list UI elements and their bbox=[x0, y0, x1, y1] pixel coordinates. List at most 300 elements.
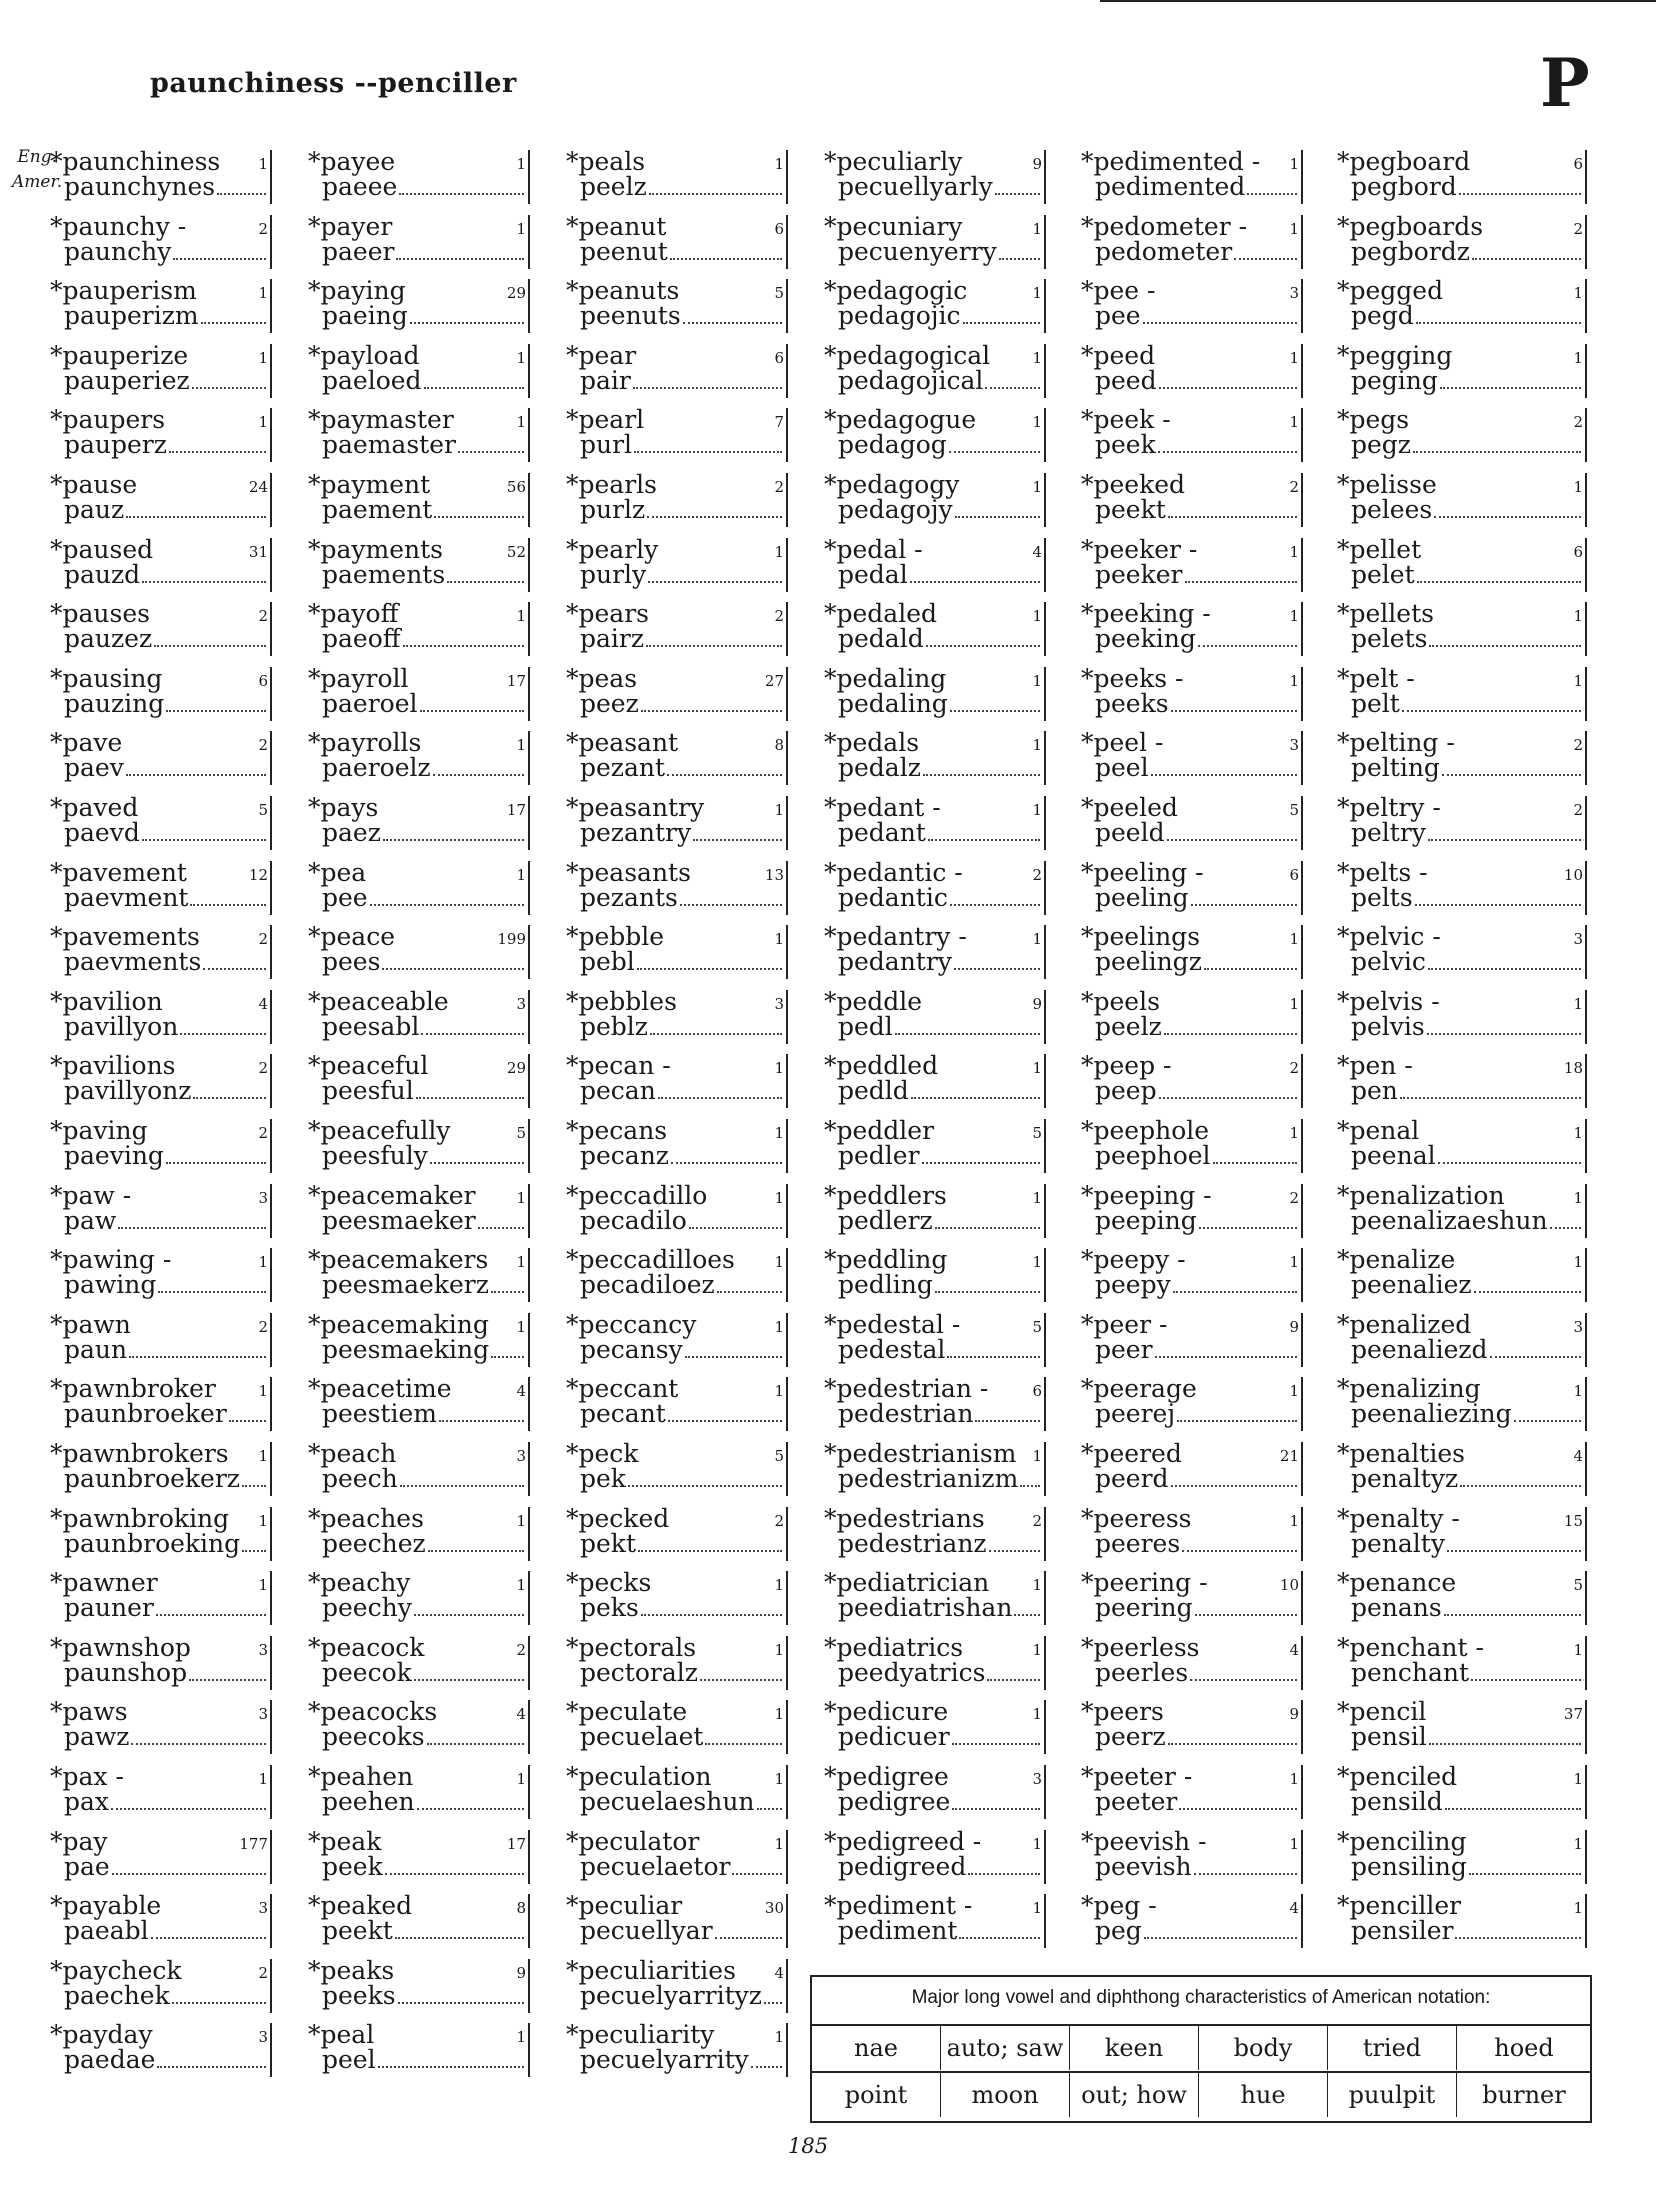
dot-leader bbox=[439, 1420, 524, 1422]
entry-row bbox=[544, 1569, 806, 1633]
entry-spelling: pax bbox=[64, 1787, 110, 1816]
entry-word: *peerage bbox=[1081, 1374, 1197, 1403]
frequency-count: 1 bbox=[1289, 1382, 1299, 1400]
entry-word: *peasants bbox=[566, 858, 691, 887]
entry-row bbox=[544, 1311, 806, 1375]
column-divider bbox=[786, 861, 788, 915]
dot-leader bbox=[190, 904, 266, 906]
dot-leader bbox=[764, 2002, 782, 2004]
entry-word: *peephole bbox=[1081, 1116, 1210, 1145]
column-divider bbox=[528, 344, 530, 398]
dot-leader bbox=[157, 2066, 266, 2068]
dot-leader bbox=[667, 774, 782, 776]
vowel-example: puulpit bbox=[1328, 2073, 1457, 2117]
dot-leader bbox=[952, 1808, 1040, 1810]
entry-spelling: paements bbox=[322, 560, 446, 589]
entry-spelling: pelets bbox=[1351, 624, 1428, 653]
entry-spelling: pedestrianizm bbox=[838, 1464, 1019, 1493]
dot-leader bbox=[689, 1227, 782, 1229]
frequency-count: 5 bbox=[774, 284, 784, 302]
column-divider bbox=[786, 1248, 788, 1302]
frequency-count: 1 bbox=[774, 1705, 784, 1723]
column-divider bbox=[528, 602, 530, 656]
entry-spelling: peelz bbox=[1095, 1012, 1162, 1041]
entry-spelling: pedler bbox=[838, 1141, 920, 1170]
frequency-count: 1 bbox=[774, 1835, 784, 1853]
entry-spelling: peestiem bbox=[322, 1399, 437, 1428]
column-divider bbox=[786, 1313, 788, 1367]
dot-leader bbox=[1400, 1097, 1581, 1099]
entry-word: *peaked bbox=[308, 1891, 413, 1920]
entry-word: *pelts - bbox=[1337, 858, 1428, 887]
entry-row bbox=[802, 600, 1064, 664]
frequency-count: 2 bbox=[258, 220, 268, 238]
column-divider bbox=[270, 1507, 272, 1561]
frequency-count: 1 bbox=[1289, 1770, 1299, 1788]
entry-spelling: peg bbox=[1095, 1916, 1142, 1945]
entry-word: *peered bbox=[1081, 1439, 1182, 1468]
frequency-count: 1 bbox=[774, 801, 784, 819]
dot-leader bbox=[229, 1420, 266, 1422]
entry-word: *payrolls bbox=[308, 728, 422, 757]
entry-word: *pecked bbox=[566, 1504, 670, 1533]
entry-word: *pausing bbox=[50, 664, 163, 693]
frequency-count: 1 bbox=[1573, 1899, 1583, 1917]
entry-word: *pediatrician bbox=[824, 1568, 990, 1597]
entry-spelling: peblz bbox=[580, 1012, 648, 1041]
entry-spelling: paeabl bbox=[64, 1916, 149, 1945]
column-divider bbox=[528, 1377, 530, 1431]
dot-leader bbox=[1167, 839, 1297, 841]
entry-row bbox=[544, 1698, 806, 1762]
frequency-count: 24 bbox=[248, 478, 268, 496]
entry-spelling: pelet bbox=[1351, 560, 1415, 589]
entry-row bbox=[286, 665, 548, 729]
column-divider bbox=[528, 731, 530, 785]
entry-spelling: peesfuly bbox=[322, 1141, 428, 1170]
frequency-count: 1 bbox=[1573, 478, 1583, 496]
frequency-count: 1 bbox=[1032, 1641, 1042, 1659]
column-divider bbox=[1585, 538, 1587, 592]
entry-spelling: pedalz bbox=[838, 753, 921, 782]
column-divider bbox=[1044, 990, 1046, 1044]
entry-word: *peeked bbox=[1081, 470, 1186, 499]
column-divider bbox=[1301, 1507, 1303, 1561]
entry-word: *paused bbox=[50, 535, 154, 564]
column-divider bbox=[1044, 473, 1046, 527]
entry-row bbox=[1059, 1375, 1321, 1439]
entry-row bbox=[544, 1634, 806, 1698]
page-number: 185 bbox=[788, 2134, 829, 2158]
entry-word: *pediatrics bbox=[824, 1633, 964, 1662]
dot-leader bbox=[715, 1937, 782, 1939]
dot-leader bbox=[1472, 258, 1581, 260]
entry-row bbox=[1315, 471, 1605, 535]
frequency-count: 1 bbox=[516, 349, 526, 367]
dot-leader bbox=[242, 1550, 266, 1552]
column-divider bbox=[270, 1571, 272, 1625]
entry-spelling: pedestal bbox=[838, 1335, 946, 1364]
dot-leader bbox=[683, 322, 782, 324]
column-divider bbox=[1585, 1313, 1587, 1367]
frequency-count: 1 bbox=[1032, 1705, 1042, 1723]
column-divider bbox=[1044, 1700, 1046, 1754]
entry-spelling: pegz bbox=[1351, 430, 1411, 459]
vowel-example: auto; saw bbox=[941, 2026, 1070, 2070]
frequency-count: 2 bbox=[774, 478, 784, 496]
entry-spelling: pavillyonz bbox=[64, 1076, 192, 1105]
entry-row bbox=[1059, 471, 1321, 535]
frequency-count: 10 bbox=[1279, 1576, 1299, 1594]
column-divider bbox=[1301, 990, 1303, 1044]
page-title: paunchiness --penciller bbox=[150, 68, 517, 99]
entry-word: *pauperism bbox=[50, 276, 197, 305]
frequency-count: 6 bbox=[258, 672, 268, 690]
dot-leader bbox=[1429, 645, 1581, 647]
column-divider bbox=[1044, 1377, 1046, 1431]
entry-row bbox=[286, 213, 548, 277]
dot-leader bbox=[1020, 1485, 1040, 1487]
column-divider bbox=[786, 1184, 788, 1238]
entry-spelling: pensiler bbox=[1351, 1916, 1454, 1945]
entry-row bbox=[1315, 1698, 1605, 1762]
dot-leader bbox=[142, 581, 266, 583]
column-divider bbox=[270, 1636, 272, 1690]
entry-word: *pedestrianism bbox=[824, 1439, 1017, 1468]
column-divider bbox=[270, 2023, 272, 2077]
frequency-count: 1 bbox=[1289, 1835, 1299, 1853]
column-divider bbox=[528, 1636, 530, 1690]
entry-spelling: pee bbox=[1095, 301, 1141, 330]
dot-leader bbox=[641, 1614, 782, 1616]
column-divider bbox=[1585, 1442, 1587, 1496]
column-divider bbox=[786, 1054, 788, 1108]
column-divider bbox=[270, 1442, 272, 1496]
entry-spelling: pelting bbox=[1351, 753, 1440, 782]
entry-row bbox=[802, 536, 1064, 600]
entry-word: *peeter - bbox=[1081, 1762, 1193, 1791]
column-divider bbox=[1301, 279, 1303, 333]
entry-word: *pelting - bbox=[1337, 728, 1455, 757]
entry-row bbox=[1059, 148, 1321, 212]
column-divider bbox=[270, 990, 272, 1044]
column-divider bbox=[528, 1830, 530, 1884]
column-divider bbox=[1301, 1894, 1303, 1948]
entry-spelling: pelees bbox=[1351, 495, 1433, 524]
frequency-count: 17 bbox=[506, 801, 526, 819]
dot-leader bbox=[1171, 710, 1297, 712]
frequency-count: 27 bbox=[764, 672, 784, 690]
entry-spelling: pensil bbox=[1351, 1722, 1427, 1751]
entry-spelling: peesmaeking bbox=[322, 1335, 490, 1364]
dot-leader bbox=[1204, 968, 1297, 970]
entry-row bbox=[544, 1375, 806, 1439]
frequency-count: 4 bbox=[1289, 1899, 1299, 1917]
entry-row bbox=[1315, 794, 1605, 858]
entry-row bbox=[544, 729, 806, 793]
entry-spelling: peeres bbox=[1095, 1529, 1181, 1558]
frequency-count: 1 bbox=[774, 2028, 784, 2046]
entry-spelling: pae bbox=[64, 1852, 110, 1881]
frequency-count: 1 bbox=[516, 413, 526, 431]
entry-word: *pearly bbox=[566, 535, 659, 564]
entry-row bbox=[286, 277, 548, 341]
entry-row bbox=[1059, 213, 1321, 277]
frequency-count: 3 bbox=[258, 1899, 268, 1917]
column-divider bbox=[528, 279, 530, 333]
entry-spelling: penalty bbox=[1351, 1529, 1445, 1558]
frequency-count: 1 bbox=[1032, 220, 1042, 238]
entry-word: *pedaled bbox=[824, 599, 938, 628]
frequency-count: 3 bbox=[516, 1447, 526, 1465]
frequency-count: 5 bbox=[1032, 1318, 1042, 1336]
entry-word: *pelisse bbox=[1337, 470, 1437, 499]
column-divider bbox=[1044, 1636, 1046, 1690]
entry-word: *peeled bbox=[1081, 793, 1178, 822]
frequency-count: 9 bbox=[1289, 1318, 1299, 1336]
column-divider bbox=[1301, 408, 1303, 462]
dot-leader bbox=[1434, 516, 1581, 518]
entry-spelling: peenut bbox=[580, 237, 668, 266]
dot-leader bbox=[126, 516, 266, 518]
dot-leader bbox=[638, 1550, 782, 1552]
entry-word: *pays bbox=[308, 793, 379, 822]
vowel-row-2 bbox=[812, 2071, 1590, 2117]
column-divider bbox=[528, 925, 530, 979]
column-divider bbox=[786, 1894, 788, 1948]
entry-row bbox=[802, 923, 1064, 987]
column-divider bbox=[786, 408, 788, 462]
dot-leader bbox=[628, 1485, 782, 1487]
entry-word: *penciled bbox=[1337, 1762, 1458, 1791]
vowel-example: tried bbox=[1328, 2026, 1457, 2070]
entry-word: *peak bbox=[308, 1827, 382, 1856]
frequency-count: 1 bbox=[774, 1059, 784, 1077]
entry-word: *peacemaker bbox=[308, 1181, 476, 1210]
entry-word: *peddle bbox=[824, 987, 923, 1016]
dot-leader bbox=[385, 1873, 524, 1875]
vowel-example: out; how bbox=[1070, 2073, 1199, 2117]
column-divider bbox=[786, 1507, 788, 1561]
entry-row bbox=[286, 1375, 548, 1439]
entry-spelling: pensild bbox=[1351, 1787, 1443, 1816]
entry-word: *pavements bbox=[50, 922, 200, 951]
entry-row bbox=[802, 794, 1064, 858]
column-divider bbox=[528, 1119, 530, 1173]
dot-leader bbox=[935, 1227, 1040, 1229]
entry-spelling: pawing bbox=[64, 1270, 157, 1299]
entry-word: *peculiarity bbox=[566, 2020, 715, 2049]
entry-spelling: pauperz bbox=[64, 430, 167, 459]
entry-spelling: peenaliezing bbox=[1351, 1399, 1512, 1428]
column-divider bbox=[528, 796, 530, 850]
entry-word: *pedimented - bbox=[1081, 147, 1261, 176]
entry-word: *peaceable bbox=[308, 987, 449, 1016]
entry-word: *peachy bbox=[308, 1568, 411, 1597]
entry-row bbox=[28, 1957, 290, 2021]
column-divider bbox=[1301, 796, 1303, 850]
entry-spelling: pedld bbox=[838, 1076, 909, 1105]
entry-word: *peacetime bbox=[308, 1374, 452, 1403]
entry-row bbox=[28, 988, 290, 1052]
frequency-count: 177 bbox=[239, 1835, 268, 1853]
entry-row bbox=[802, 665, 1064, 729]
entry-spelling: pelts bbox=[1351, 883, 1413, 912]
entry-row bbox=[28, 342, 290, 406]
frequency-count: 4 bbox=[1032, 543, 1042, 561]
frequency-count: 2 bbox=[516, 1641, 526, 1659]
entry-spelling: peech bbox=[322, 1464, 398, 1493]
frequency-count: 1 bbox=[1289, 995, 1299, 1013]
column-divider bbox=[270, 1830, 272, 1884]
entry-word: *paupers bbox=[50, 405, 166, 434]
frequency-count: 2 bbox=[258, 1124, 268, 1142]
entry-row bbox=[286, 1634, 548, 1698]
entry-word: *penciller bbox=[1337, 1891, 1462, 1920]
entry-spelling: pedantic bbox=[838, 883, 948, 912]
entry-row bbox=[28, 600, 290, 664]
frequency-count: 199 bbox=[497, 930, 526, 948]
dot-leader bbox=[403, 645, 524, 647]
entry-row bbox=[28, 1698, 290, 1762]
entry-row bbox=[544, 1892, 806, 1956]
frequency-count: 6 bbox=[774, 220, 784, 238]
dot-leader bbox=[1171, 1485, 1297, 1487]
frequency-count: 1 bbox=[516, 220, 526, 238]
entry-word: *peanut bbox=[566, 212, 667, 241]
column-divider bbox=[1585, 1507, 1587, 1561]
frequency-count: 1 bbox=[1573, 1382, 1583, 1400]
entry-word: *peasant bbox=[566, 728, 679, 757]
dot-leader bbox=[378, 2066, 524, 2068]
vowel-row-1 bbox=[812, 2024, 1590, 2070]
entry-spelling: pelvis bbox=[1351, 1012, 1425, 1041]
frequency-count: 2 bbox=[258, 1964, 268, 1982]
entry-spelling: peed bbox=[1095, 366, 1157, 395]
frequency-count: 8 bbox=[774, 736, 784, 754]
entry-row bbox=[544, 1957, 806, 2021]
dot-leader bbox=[1474, 1291, 1581, 1293]
frequency-count: 1 bbox=[1032, 1447, 1042, 1465]
entry-spelling: pauperiez bbox=[64, 366, 190, 395]
column-divider bbox=[528, 150, 530, 204]
frequency-count: 1 bbox=[1032, 413, 1042, 431]
entry-word: *peer - bbox=[1081, 1310, 1168, 1339]
column-divider bbox=[1044, 1765, 1046, 1819]
dot-leader bbox=[751, 2066, 782, 2068]
entry-word: *peculate bbox=[566, 1697, 688, 1726]
section-letter: P bbox=[1540, 44, 1590, 122]
entry-row bbox=[1059, 1182, 1321, 1246]
frequency-count: 1 bbox=[1289, 349, 1299, 367]
entry-row bbox=[1059, 1117, 1321, 1181]
entry-word: *pegging bbox=[1337, 341, 1453, 370]
entry-spelling: pecuenyerry bbox=[838, 237, 997, 266]
entry-word: *peals bbox=[566, 147, 646, 176]
entry-word: *pedometer - bbox=[1081, 212, 1248, 241]
frequency-count: 1 bbox=[774, 1641, 784, 1659]
column-divider bbox=[528, 1184, 530, 1238]
dot-leader bbox=[383, 839, 524, 841]
frequency-count: 1 bbox=[1573, 1770, 1583, 1788]
entry-word: *peculation bbox=[566, 1762, 712, 1791]
entry-spelling: paeving bbox=[64, 1141, 164, 1170]
entry-row bbox=[1059, 1505, 1321, 1569]
entry-row bbox=[1059, 1828, 1321, 1892]
frequency-count: 1 bbox=[1573, 284, 1583, 302]
entry-word: *pegboards bbox=[1337, 212, 1484, 241]
frequency-count: 3 bbox=[258, 1705, 268, 1723]
entry-row bbox=[1315, 1440, 1605, 1504]
entry-word: *pax - bbox=[50, 1762, 124, 1791]
column-divider bbox=[1301, 473, 1303, 527]
dot-leader bbox=[923, 774, 1040, 776]
entry-row bbox=[286, 1828, 548, 1892]
column-divider bbox=[786, 1830, 788, 1884]
frequency-count: 1 bbox=[516, 866, 526, 884]
entry-spelling: peering bbox=[1095, 1593, 1193, 1622]
entry-word: *peddlers bbox=[824, 1181, 947, 1210]
entry-word: *pedantry - bbox=[824, 922, 967, 951]
entry-word: *peepy - bbox=[1081, 1245, 1186, 1274]
dot-leader bbox=[1159, 387, 1297, 389]
entry-spelling: pecanz bbox=[580, 1141, 669, 1170]
column-divider bbox=[528, 1054, 530, 1108]
frequency-count: 1 bbox=[774, 930, 784, 948]
entry-row bbox=[1059, 1892, 1321, 1956]
entry-row bbox=[1315, 1634, 1605, 1698]
dot-leader bbox=[634, 451, 782, 453]
dot-leader bbox=[410, 322, 524, 324]
column-divider bbox=[1585, 1636, 1587, 1690]
frequency-count: 1 bbox=[258, 284, 268, 302]
entry-spelling: peelz bbox=[580, 172, 647, 201]
entry-spelling: penchant bbox=[1351, 1658, 1470, 1687]
frequency-count: 2 bbox=[258, 736, 268, 754]
entry-row bbox=[28, 859, 290, 923]
entry-row bbox=[802, 471, 1064, 535]
column-divider bbox=[270, 925, 272, 979]
dot-leader bbox=[1191, 904, 1297, 906]
entry-spelling: peechez bbox=[322, 1529, 426, 1558]
entry-spelling: pecadilo bbox=[580, 1206, 687, 1235]
entry-word: *pectorals bbox=[566, 1633, 697, 1662]
entry-row bbox=[286, 406, 548, 470]
frequency-count: 56 bbox=[506, 478, 526, 496]
frequency-count: 1 bbox=[516, 736, 526, 754]
column-divider bbox=[270, 150, 272, 204]
entry-row bbox=[286, 859, 548, 923]
column-divider bbox=[270, 861, 272, 915]
entry-spelling: paevment bbox=[64, 883, 189, 912]
entry-word: *pecuniary bbox=[824, 212, 963, 241]
column-divider bbox=[1585, 861, 1587, 915]
column-divider bbox=[1585, 1377, 1587, 1431]
entry-spelling: pedagojy bbox=[838, 495, 953, 524]
dot-leader bbox=[430, 1162, 524, 1164]
column-divider bbox=[270, 1119, 272, 1173]
entry-word: *pauperize bbox=[50, 341, 189, 370]
dot-leader bbox=[995, 193, 1040, 195]
dot-leader bbox=[1417, 581, 1581, 583]
entry-row bbox=[28, 1505, 290, 1569]
column-divider bbox=[1585, 925, 1587, 979]
entry-row bbox=[802, 1311, 1064, 1375]
entry-word: *payment bbox=[308, 470, 431, 499]
vowel-example: keen bbox=[1070, 2026, 1199, 2070]
entry-row bbox=[1059, 859, 1321, 923]
frequency-count: 1 bbox=[774, 1189, 784, 1207]
